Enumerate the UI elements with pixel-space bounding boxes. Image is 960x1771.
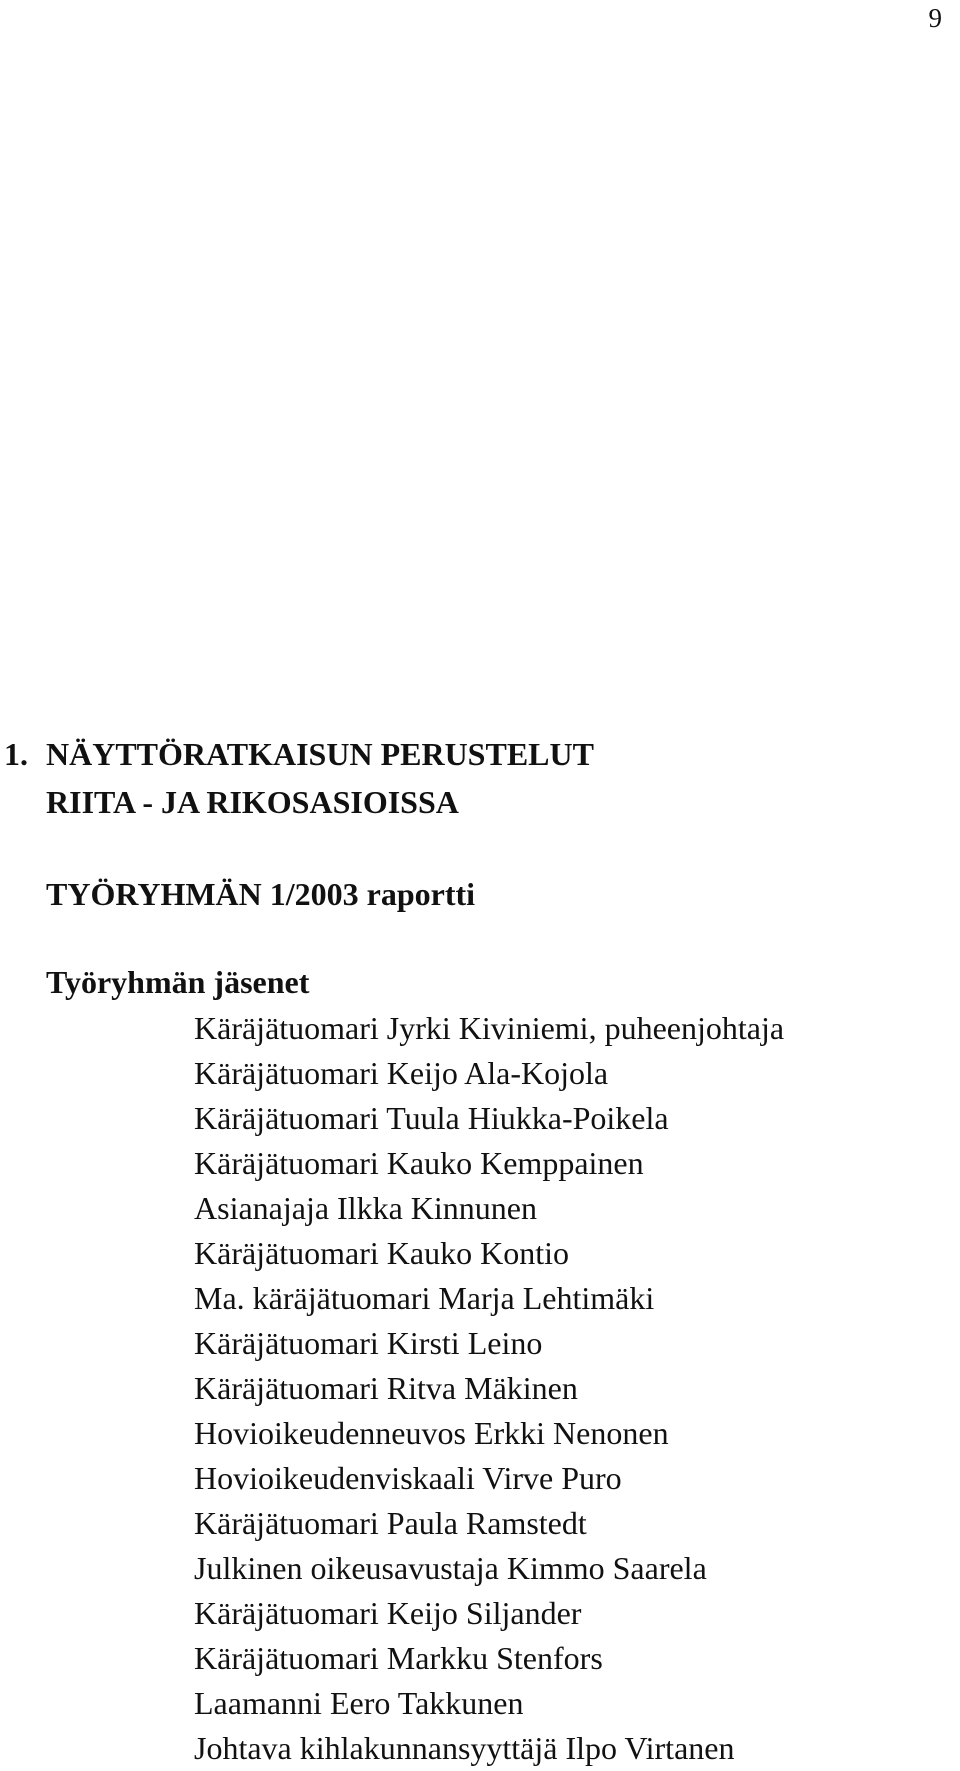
member-item: Ma. käräjätuomari Marja Lehtimäki [194,1280,655,1316]
member-item: Käräjätuomari Markku Stenfors [194,1640,603,1676]
section-heading [0,734,594,774]
members-heading: Työryhmän jäsenet [46,964,310,1000]
member-item: Hovioikeudenneuvos Erkki Nenonen [194,1415,669,1451]
member-item: Käräjätuomari Keijo Siljander [194,1595,582,1631]
member-item: Käräjätuomari Ritva Mäkinen [194,1370,578,1406]
member-item: Käräjätuomari Keijo Ala-Kojola [194,1055,609,1091]
member-item: Käräjätuomari Kirsti Leino [194,1325,543,1361]
member-item: Laamanni Eero Takkunen [194,1685,524,1721]
member-item: Julkinen oikeusavustaja Kimmo Saarela [194,1550,707,1586]
section-number: 1. [4,736,28,772]
member-item: Hovioikeudenviskaali Virve Puro [194,1460,622,1496]
member-item: Käräjätuomari Tuula Hiukka-Poikela [194,1100,669,1136]
member-item: Asianajaja Ilkka Kinnunen [194,1190,537,1226]
member-item: Johtava kihlakunnansyyttäjä Ilpo Virtanen [194,1730,735,1766]
member-item: Käräjätuomari Paula Ramstedt [194,1505,587,1541]
report-title: TYÖRYHMÄN 1/2003 raportti [46,876,476,912]
page-number: 9 [928,3,942,33]
section-title-line1: NÄYTTÖRATKAISUN PERUSTELUT [46,736,594,772]
member-item: Käräjätuomari Kauko Kemppainen [194,1145,644,1181]
section-title-line2: RIITA - JA RIKOSASIOISSA [46,784,459,820]
members-list [194,1006,784,1771]
member-item: Käräjätuomari Kauko Kontio [194,1235,569,1271]
member-item: Käräjätuomari Jyrki Kiviniemi, puheenjohtaja [194,1010,785,1046]
